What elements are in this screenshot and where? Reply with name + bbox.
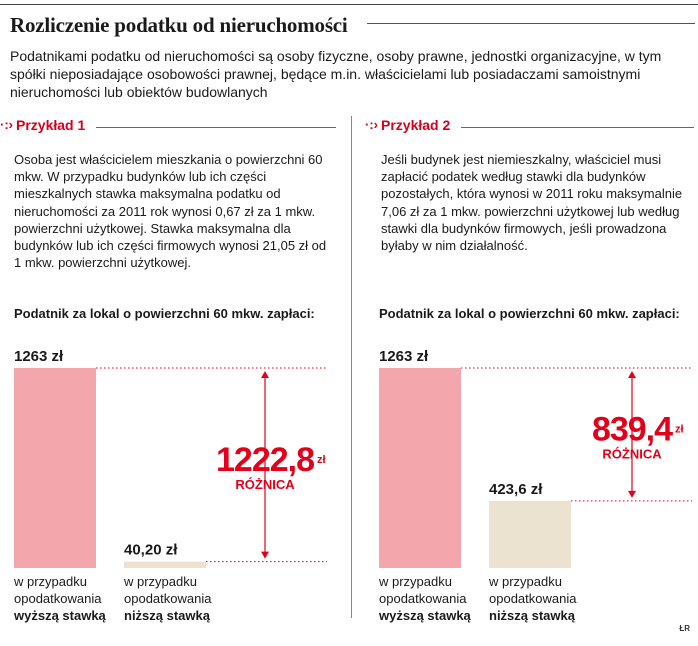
value-label-low: 40,20 zł <box>124 541 178 559</box>
caption-line: opodatkowania <box>14 591 102 606</box>
value-label-high: 1263 zł <box>379 348 429 365</box>
difference-caption: RÓŻNICA <box>235 476 295 492</box>
caption-low <box>124 573 234 624</box>
caption-low <box>489 573 599 624</box>
caption-emphasis: niższą stawką <box>489 608 575 623</box>
difference-unit: zł <box>317 453 326 466</box>
arrowhead-down-icon <box>261 552 269 559</box>
example-2-subtitle: Podatnik za lokal o powierzchni 60 mkw. zapłaci: <box>379 306 680 321</box>
caption-line: w przypadku <box>14 574 87 589</box>
difference-value: 1222,8 <box>216 440 314 479</box>
caption-emphasis: wyższą stawką <box>379 608 471 623</box>
bar-low <box>489 501 571 568</box>
caption-line: w przypadku <box>489 574 562 589</box>
arrowhead-up-icon <box>628 371 636 378</box>
caption-line: opodatkowania <box>379 591 467 606</box>
bar-low <box>124 562 206 568</box>
value-label-high: 1263 zł <box>14 348 64 365</box>
arrowhead-up-icon <box>261 371 269 378</box>
caption-line: opodatkowania <box>124 591 212 606</box>
top-rule <box>0 4 698 5</box>
difference-unit: zł <box>675 423 684 436</box>
difference-caption: RÓŻNICA <box>602 446 662 462</box>
arrowhead-down-icon <box>628 491 636 498</box>
value-label-low: 423,6 zł <box>489 480 543 498</box>
example-2-title: Przykład 2 <box>381 117 451 133</box>
intro-text: Podatnikami podatku od nieruchomości są osoby fizyczne, osoby prawne, jednostki organizacyjne, w tym spółki nieposiadające osobowości prawnej, będące m.in. właścicielami lub posiadaczami samoistnymi nieruchomości lub obiektów budowlanych <box>10 48 662 100</box>
title-rule <box>367 23 695 24</box>
author-credit: ŁR <box>679 624 690 633</box>
example-2-chart <box>365 114 698 574</box>
caption-line: w przypadku <box>379 574 452 589</box>
example-1-text: Osoba jest właścicielem mieszkania o powierzchni 60 mkw. W przypadku budynków lub ich części mieszkalnych stawka maksymalna podatku od nieruchomości za 2011 rok wynosi 0,67 zł za 1 mkw. powierzchni użytkowej. Stawka maksymalna dla budynków lub ich części firmowych wynosi 21,05 zł od 1 mkw. powierzchni użytkowej. <box>14 152 327 271</box>
example-1-chart <box>0 114 340 574</box>
dotted-arrow-icon: ·:› <box>365 117 378 132</box>
caption-line: opodatkowania <box>489 591 577 606</box>
example-1-subtitle: Podatnik za lokal o powierzchni 60 mkw. zapłaci: <box>14 306 315 321</box>
example-1-title: Przykład 1 <box>16 117 86 133</box>
example-2-panel <box>365 114 698 646</box>
bar-high <box>14 368 96 568</box>
caption-emphasis: wyższą stawką <box>14 608 106 623</box>
example-1-panel <box>0 114 340 646</box>
caption-high <box>14 573 124 624</box>
caption-line: w przypadku <box>124 574 197 589</box>
panel-divider <box>351 116 352 618</box>
difference-value: 839,4 <box>591 410 673 449</box>
page-title: Rozliczenie podatku od nieruchomości <box>10 13 348 37</box>
caption-emphasis: niższą stawką <box>124 608 210 623</box>
bar-high <box>379 368 461 568</box>
caption-high <box>379 573 489 624</box>
dotted-arrow-icon: ·:› <box>0 117 13 132</box>
example-2-text: Jeśli budynek jest niemieszkalny, właściciel musi zapłacić podatek według stawki dla budynków pozostałych, która wynosi w 2011 roku maksymalnie 7,06 zł za 1 mkw. powierzchni użytkowej lub według stawki dla budynków firmowych, jeśli prowadzona byłaby w nim działalność. <box>381 152 683 254</box>
